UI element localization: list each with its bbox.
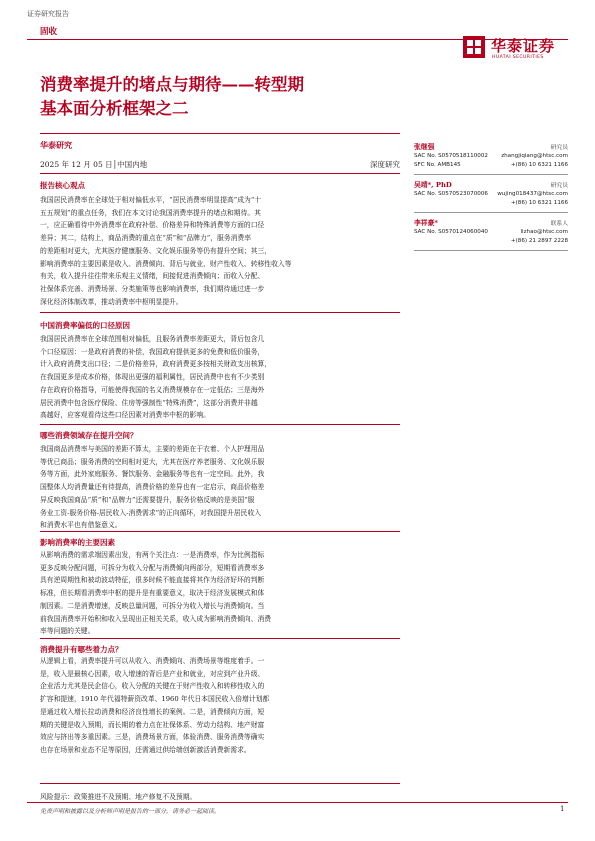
brand-name-en: HUATAI SECURITIES [492,55,544,60]
section-title: 影响消费率的主要因素 [40,538,115,547]
body-line: 和消费水平也有借鉴意义。 [40,521,122,530]
body-line: 率等问题的关键。 [40,627,95,636]
page-number: 1 [560,805,565,813]
report-date: 2025 年 12 月 05 日│中国内地 [40,160,148,169]
analyst-card [414,179,568,209]
body-line: 深化经济体制改革，推动消费率中枢明显提升。 [40,297,183,306]
analyst-email[interactable]: zhangjiqiang@htsc.com [501,153,568,159]
analyst-phone: +(86) 10 6321 1166 [510,200,568,206]
body-line: 从逻辑上看，消费率提升可以从收入、消费倾向、消费场景等维度着手。一 [40,657,265,665]
body-line: 有关，收入提升往往带来乐观主义情绪，间接促进消费倾向；而收入分配、 [40,272,265,281]
body-line: 期的关键是收入预期，而长期的着力点在社保体系、劳动力结构、地产财富 [40,720,265,729]
report-meta [40,159,400,173]
body-line: 个口径原因：一是政府消费的补偿，我国政府提供更多的免费和低价服务， [40,347,265,356]
body-line: 制因素。二是消费增速，反映总量问题，可拆分为收入增长与消费倾向。当 [40,601,265,610]
analyst-divider [414,174,568,175]
analyst-divider [414,212,568,213]
report-title [40,73,420,121]
analyst-role: 研究员 [550,183,568,189]
body-line: 务等方面，此外家庭服务、餐饮服务、金融服务等也有一定空间。此外，我 [40,470,265,479]
section-divider [40,531,400,532]
section-body [40,443,400,532]
body-line: 社保体系完善、消费场景、分类施策等也影响消费率，我们期待通过进一步 [40,284,265,293]
body-line: 五五规划”的重点任务，我们在本文讨论我国消费率提升的堵点和期待。其 [40,208,261,217]
body-line: 差异；其二，结构上，商品消费的重点在“质”和“品牌力”，服务消费率 [40,234,252,243]
analyst-role: 研究员 [550,145,568,151]
body-line: 异反映我国商品“质”和“品牌力”还需要提升，服务价格反映的是美国“服 [40,495,255,504]
section-divider [40,424,400,425]
section-divider [40,638,400,639]
title-divider [40,133,400,134]
body-line: 计入政府消费支出口径；二是价格差异，政府消费更多按相关财政支出核算， [40,360,272,369]
section-body [40,194,400,308]
section-divider [40,312,400,313]
body-line: 国整体人均消费量还有待提高，消费价格的差异也有一定启示，商品价格差 [40,483,265,492]
body-line: 居民消费中包含医疗保险、住房等强制性“特殊消费”，这部分消费并非越 [40,398,258,407]
brand-mark-icon [463,36,485,58]
analyst-sac: SAC No. S0570518110002 [414,153,488,159]
section-title: 中国消费率偏低的口径原因 [40,321,130,330]
section-title: 消费提升有哪些着力点？ [40,645,123,654]
report-kind: 深度研究 [370,160,400,169]
body-line: 存在政府价格指导，可能使得我国的名义消费规模存在一定低估；三是海外 [40,385,265,394]
section-title: 哪些消费领域存在提升空间？ [40,431,138,440]
meta-divider [40,173,400,174]
analyst-sac: SAC No. S0570523070006 [414,191,488,197]
body-line: 具有逆周期性和被动波动特征，很多时候不能直接将其作为经济好坏的判断 [40,576,265,585]
analyst-card [414,141,568,171]
risk-note: 风险提示：政策推进不及预期、地产修复不及预期。 [40,793,197,801]
body-line: 我国居民消费率在全球处于相对偏低水平，“居民消费率明显提高”成为“十 [40,196,262,204]
body-line: 等优已商品；服务消费的空间相对更大，尤其在医疗养老服务、文化娱乐服 [40,457,265,466]
section-body [40,549,400,638]
body-line: 企业活力尤其是民企信心，收入分配的关键在于财产性收入和转移性收入的 [40,682,265,691]
analyst-name: 李祥豪* [414,219,438,227]
analyst-card [414,217,568,247]
brand-logo [463,34,563,64]
analyst-divider [414,250,568,251]
body-line: 在我国更多是成本价格，体现出更强的福利属性，居民消费中也有不少类别 [40,373,265,382]
body-line: 从影响消费的需求端因素出发，有两个关注点：一是消费率，作为比例指标 [40,551,265,559]
body-line: 一，应正确看待中外消费率在政府补偿、价格差异和特殊消费等方面的口径 [40,221,265,230]
report-type-label: 证券研究报告 [27,10,69,18]
analyst-name: 吴靖*, PhD [414,181,452,189]
section-title: 报告核心观点 [40,181,85,190]
body-line: 更多反映分配问题，可拆分为收入分配与消费倾向两部分，短期看消费率多 [40,563,265,572]
body-line: 务业工资-服务价格-居民收入-消费需求”的正向循环，对我国提升居民收入 [40,508,262,517]
brand-name-cn: 华泰证券 [491,37,556,55]
analyst-role: 联系人 [550,221,568,227]
analyst-phone: +(86) 21 2897 2228 [510,238,568,244]
section-body [40,655,400,757]
body-line: 影响消费率的主要因素是收入、消费倾向、背后与就业、财产性收入、转移性收入等 [40,259,292,268]
section-body [40,333,400,422]
analyst-email[interactable]: wujing018437@htsc.com [497,191,568,197]
report-title-line-1: 消费率提升的堵点与期待——转型期 [40,75,304,94]
analyst-sfc: SFC No. AMB145 [414,162,461,168]
section-divider [40,783,400,784]
body-line: 高越好，应客观看待这些口径因素对消费率中枢的影响。 [40,411,210,420]
body-line: 的差距相对更大，尤其医疗健康服务、文化娱乐服务等仍有提升空间；其三， [40,246,272,255]
body-line: 是，收入是最核心因素，收入增速的背后是产业和就业，对应到产业升级、 [40,669,265,678]
research-brand: 华泰研究 [40,140,72,150]
report-title-line-2: 基本面分析框架之二 [40,99,189,118]
body-line: 前我国消费率开始积和收入呈现出正相关关系，收入成为影响消费倾向、消费 [40,614,272,623]
section-label: 固收 [40,27,58,37]
analyst-name: 张继强 [414,143,435,151]
footer-divider [27,802,568,803]
analyst-phone: +(86) 10 6321 1166 [510,162,568,168]
footer-disclaimer: 免责声明和披露以及分析师声明是报告的一部分，请务必一起阅读。 [40,808,221,815]
body-line: 是通过收入增长拉动消费和经济良性增长的案例。二是，消费倾向方面，短 [40,707,265,716]
body-line: 我国居民消费率在全球范围相对偏低，且服务消费率差距更大，背后包含几 [40,335,265,343]
body-line: 标准，但长期看消费率中枢的提升是有重要意义，取决于经济发展模式和体 [40,589,265,598]
body-line: 也存在场景和业态不足等原因，还需通过供给端创新激活消费新需求。 [40,745,251,754]
analyst-sac: SAC No. S0570124060040 [414,229,488,235]
body-line: 扩容和提速，1910 年代福特薪资改革、1960 年代日本国民收入倍增计划都 [40,695,270,704]
body-line: 效应与挤出等多重因素。三是，消费场景方面，体验消费、服务消费等确实 [40,733,265,742]
body-line: 我国商品消费率与美国的差距不算太，主要的差距在于衣着、个人护理用品 [40,445,265,453]
analyst-email[interactable]: lizhao@htsc.com [520,229,568,235]
